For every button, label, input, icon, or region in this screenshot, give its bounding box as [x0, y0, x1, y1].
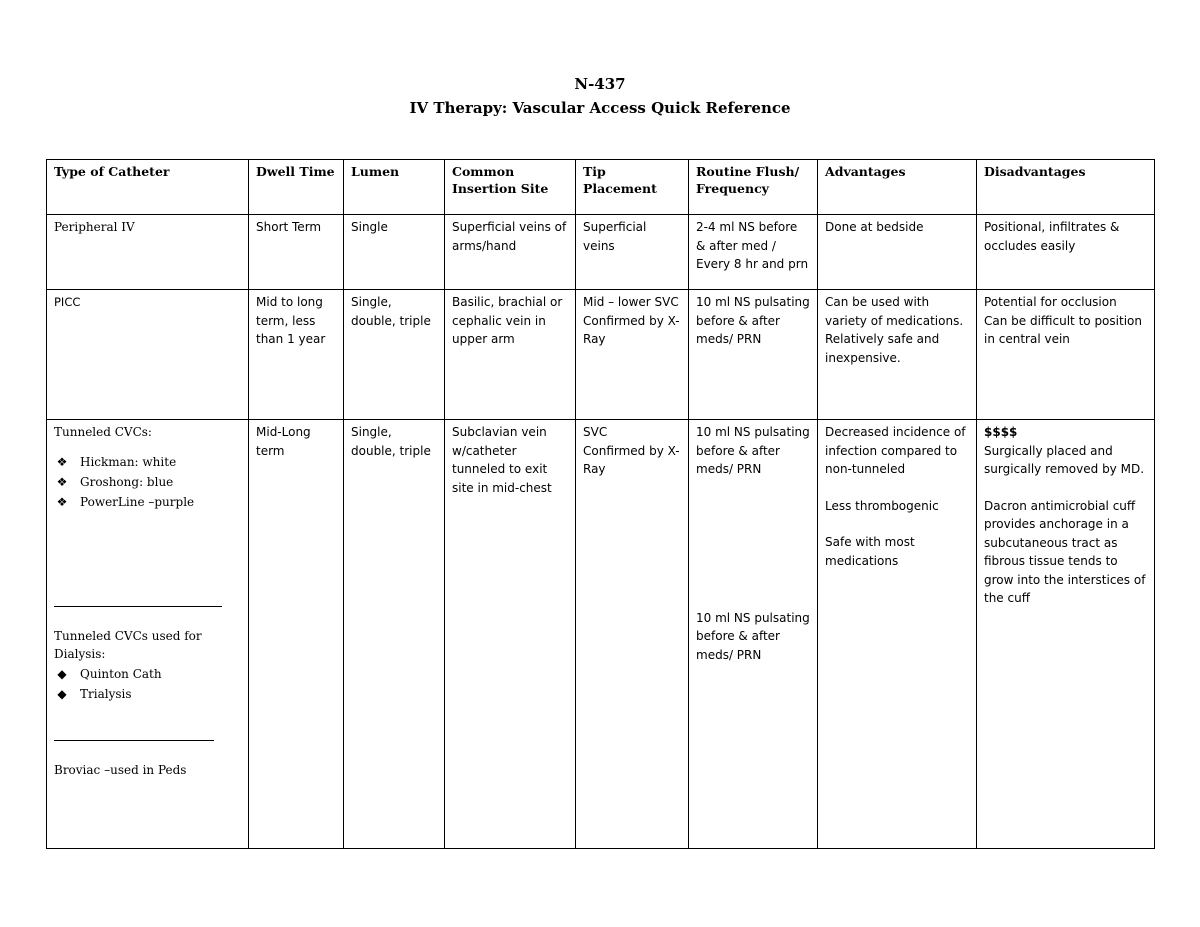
table-row: [47, 290, 1155, 420]
row-type-picc: PICC: [47, 290, 249, 420]
vascular-access-table: [46, 159, 1155, 849]
tip-placement-text: SVC: [583, 425, 608, 439]
disadvantage-text: Surgically placed and surgically removed by MD.: [984, 443, 1145, 476]
disadvantage-text: Dacron antimicrobial cuff provides anchorage in a subcutaneous tract as fibrous tissue tends to grow into the interstices of the cuff: [984, 498, 1146, 605]
cell-lumen: Single, double, triple: [344, 420, 445, 849]
table-row: [47, 420, 1155, 849]
cell-lumen: Single: [344, 215, 445, 290]
advantage-text: Safe with most medications: [825, 535, 915, 568]
advantage-text: Less thrombogenic: [825, 498, 939, 513]
cell-tip: [576, 290, 689, 420]
cell-dwell: Mid to long term, less than 1 year: [249, 290, 344, 420]
diamond-bullet-icon: ◆: [57, 686, 67, 701]
document-code: N-437: [574, 75, 626, 93]
tunneled-cvcs-list: [54, 452, 241, 512]
header-dwell: Dwell Time: [249, 160, 344, 215]
flush-text-dialysis: 10 ml NS pulsating before & after meds/ PRN: [696, 610, 810, 662]
table-row: [47, 215, 1155, 290]
list-item: ❖ Hickman: white: [54, 452, 241, 472]
document-title: IV Therapy: Vascular Access Quick Reference: [409, 99, 791, 117]
cell-advantages: [818, 420, 977, 849]
header-site: Common Insertion Site: [445, 160, 576, 215]
cell-advantages: Can be used with variety of medications. Relatively safe and inexpensive.: [818, 290, 977, 420]
cell-site: Subclavian vein w/catheter tunneled to exit site in mid-chest: [445, 420, 576, 849]
tip-confirmation-text: Confirmed by X-Ray: [583, 313, 680, 346]
list-item: ◆ Trialysis: [54, 684, 241, 704]
diamond-bullet-icon: ❖: [56, 454, 68, 469]
cell-tip: Superficial veins: [576, 215, 689, 290]
diamond-bullet-icon: ❖: [56, 474, 68, 489]
header-tip: Tip Placement: [576, 160, 689, 215]
cell-tip: [576, 420, 689, 849]
cell-site: Basilic, brachial or cephalic vein in upper arm: [445, 290, 576, 420]
dialysis-cvcs-title: Tunneled CVCs used for Dialysis:: [54, 628, 202, 661]
flush-text-tunneled: 10 ml NS pulsating before & after meds/ PRN: [696, 425, 810, 476]
tip-placement-text: Mid – lower SVC: [583, 295, 679, 309]
header-advantages: Advantages: [818, 160, 977, 215]
header-disadvantages: Disadvantages: [977, 160, 1155, 215]
cost-indicator: $$$$: [984, 425, 1018, 439]
cell-site: Superficial veins of arms/hand: [445, 215, 576, 290]
dialysis-cvcs-list: [54, 664, 241, 704]
diamond-bullet-icon: ◆: [57, 666, 67, 681]
cell-flush: 2-4 ml NS before & after med / Every 8 hr and prn: [689, 215, 818, 290]
cell-disadvantages: [977, 420, 1155, 849]
cell-flush: 10 ml NS pulsating before & after meds/ PRN: [689, 290, 818, 420]
cell-disadvantages: Positional, infiltrates & occludes easily: [977, 215, 1155, 290]
disadvantage-text: Potential for occlusion: [984, 295, 1117, 309]
disadvantage-text: Can be difficult to position in central vein: [984, 313, 1142, 346]
header-type: Type of Catheter: [47, 160, 249, 215]
tunneled-cvcs-title: Tunneled CVCs:: [54, 425, 152, 439]
header-flush: Routine Flush/ Frequency: [689, 160, 818, 215]
broviac-text: Broviac –used in Peds: [54, 762, 187, 777]
tip-confirmation-text: Confirmed by X-Ray: [583, 443, 680, 476]
header-lumen: Lumen: [344, 160, 445, 215]
advantage-text: Decreased incidence of infection compared to non-tunneled: [825, 425, 966, 476]
cell-advantages: Done at bedside: [818, 215, 977, 290]
list-item: ◆ Quinton Cath: [54, 664, 241, 684]
cell-flush: [689, 420, 818, 849]
list-item: ❖ PowerLine –purple: [54, 492, 241, 512]
cell-dwell: Mid-Long term: [249, 420, 344, 849]
diamond-bullet-icon: ❖: [56, 494, 68, 509]
table-header-row: [47, 160, 1155, 215]
row-type-tunneled: [47, 420, 249, 849]
document-header: [0, 72, 1200, 120]
row-type-peripheral: Peripheral IV: [47, 215, 249, 290]
cell-lumen: Single, double, triple: [344, 290, 445, 420]
cell-disadvantages: [977, 290, 1155, 420]
cell-dwell: Short Term: [249, 215, 344, 290]
list-item: ❖ Groshong: blue: [54, 472, 241, 492]
